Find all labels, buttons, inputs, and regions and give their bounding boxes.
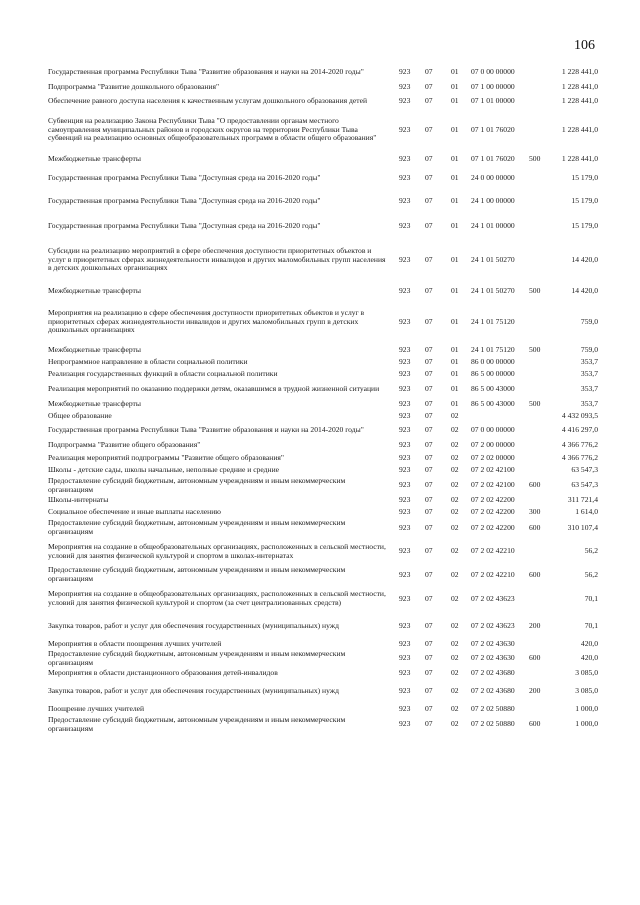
row-ministry-code: 923 — [399, 82, 411, 91]
row-ministry-code: 923 — [399, 286, 411, 295]
row-section-code: 07 — [425, 466, 433, 475]
row-target-article-code: 24 1 01 50270 — [471, 255, 515, 264]
row-ministry-code: 923 — [399, 196, 411, 205]
row-amount: 759,0 — [580, 345, 598, 354]
row-description: Предоставление субсидий бюджетным, автономным учреждениям и иным некоммерческим организациям — [48, 715, 346, 733]
row-target-article-code: 24 0 00 00000 — [471, 173, 515, 182]
row-ministry-code: 923 — [399, 508, 411, 517]
row-subsection-code: 02 — [451, 481, 459, 490]
row-description: Обеспечение равного доступа населения к качественным услугам дошкольного образования детей — [48, 97, 368, 106]
row-target-article-code: 07 2 02 43623 — [471, 594, 515, 603]
table-row — [48, 506, 616, 519]
row-subsection-code: 02 — [451, 654, 459, 663]
row-description: Реализация мероприятий по оказанию поддержки детям, оказавшимся в трудной жизненной ситуации — [48, 384, 380, 393]
row-description: Закупка товаров, работ и услуг для обеспечения государственных (муниципальных) нужд — [48, 621, 339, 630]
table-row — [48, 81, 616, 93]
table-row — [48, 214, 616, 238]
table-row — [48, 356, 616, 368]
row-section-code: 07 — [425, 570, 433, 579]
row-amount: 4 366 776,2 — [561, 453, 598, 462]
row-target-article-code: 07 2 02 42200 — [471, 508, 515, 517]
row-target-article-code: 07 2 02 42100 — [471, 481, 515, 490]
table-row — [48, 452, 616, 464]
row-section-code: 07 — [425, 426, 433, 435]
row-description: Мероприятия в области поощрения лучших учителей — [48, 639, 222, 648]
row-description: Субвенция на реализацию Закона Республики Тыва "О предоставлении органам местного самоуправления муниципальных районов и городских округов на территории Республики Тыва субвенций на реализацию основных общеобразовательных программ в области общего образования" — [48, 117, 377, 143]
row-section-code: 07 — [425, 453, 433, 462]
row-subsection-code: 01 — [451, 317, 459, 326]
row-amount: 3 085,0 — [575, 668, 598, 677]
row-target-article-code: 07 1 01 76020 — [471, 125, 515, 134]
row-section-code: 07 — [425, 668, 433, 677]
table-row — [48, 410, 616, 422]
table-row — [48, 667, 616, 679]
row-subsection-code: 01 — [451, 345, 459, 354]
row-expense-type-code: 600 — [529, 720, 541, 729]
row-description: Предоставление субсидий бюджетным, автономным учреждениям и иным некоммерческим организациям — [48, 649, 346, 667]
row-amount: 759,0 — [580, 317, 598, 326]
row-ministry-code: 923 — [399, 481, 411, 490]
row-expense-type-code: 600 — [529, 654, 541, 663]
row-subsection-code: 01 — [451, 357, 459, 366]
row-target-article-code: 07 2 02 42200 — [471, 495, 515, 504]
row-amount: 56,2 — [584, 570, 598, 579]
row-subsection-code: 01 — [451, 286, 459, 295]
row-amount: 1 000,0 — [575, 720, 598, 729]
row-amount: 420,0 — [580, 639, 598, 648]
table-row — [48, 93, 616, 110]
row-section-code: 07 — [425, 286, 433, 295]
row-amount: 1 614,0 — [575, 508, 598, 517]
row-subsection-code: 02 — [451, 639, 459, 648]
row-ministry-code: 923 — [399, 221, 411, 230]
row-subsection-code: 01 — [451, 384, 459, 393]
row-amount: 56,2 — [584, 547, 598, 556]
row-target-article-code: 07 0 00 00000 — [471, 426, 515, 435]
row-target-article-code: 07 2 00 00000 — [471, 441, 515, 450]
row-description: Школы-интернаты — [48, 495, 109, 504]
row-section-code: 07 — [425, 82, 433, 91]
row-amount: 310 107,4 — [567, 523, 598, 532]
table-row — [48, 380, 616, 398]
row-description: Государственная программа Республики Тыва "Развитие образования и науки на 2014-2020 годы" — [48, 68, 364, 77]
row-amount: 14 420,0 — [571, 286, 598, 295]
row-ministry-code: 923 — [399, 345, 411, 354]
table-row — [48, 150, 616, 168]
row-amount: 1 228 441,0 — [561, 154, 598, 163]
row-amount: 353,7 — [580, 357, 598, 366]
row-target-article-code: 07 2 02 43630 — [471, 654, 515, 663]
row-amount: 3 085,0 — [575, 686, 598, 695]
row-ministry-code: 923 — [399, 705, 411, 714]
table-row — [48, 566, 616, 584]
row-section-code: 07 — [425, 594, 433, 603]
row-section-code: 07 — [425, 68, 433, 77]
row-section-code: 07 — [425, 411, 433, 420]
row-target-article-code: 07 2 02 00000 — [471, 453, 515, 462]
row-amount: 4 366 776,2 — [561, 441, 598, 450]
row-subsection-code: 02 — [451, 466, 459, 475]
row-amount: 15 179,0 — [571, 173, 598, 182]
row-section-code: 07 — [425, 317, 433, 326]
table-row — [48, 188, 616, 214]
row-target-article-code: 24 1 01 00000 — [471, 221, 515, 230]
row-ministry-code: 923 — [399, 570, 411, 579]
row-ministry-code: 923 — [399, 547, 411, 556]
row-subsection-code: 01 — [451, 255, 459, 264]
row-ministry-code: 923 — [399, 466, 411, 475]
row-section-code: 07 — [425, 221, 433, 230]
row-subsection-code: 01 — [451, 399, 459, 408]
row-section-code: 07 — [425, 621, 433, 630]
row-amount: 63 547,3 — [571, 466, 598, 475]
row-target-article-code: 07 2 02 42200 — [471, 523, 515, 532]
row-amount: 4 432 093,5 — [561, 411, 598, 420]
row-section-code: 07 — [425, 345, 433, 354]
row-ministry-code: 923 — [399, 523, 411, 532]
row-target-article-code: 07 1 01 00000 — [471, 97, 515, 106]
row-subsection-code: 01 — [451, 369, 459, 378]
row-amount: 15 179,0 — [571, 196, 598, 205]
row-description: Межбюджетные трансферты — [48, 286, 141, 295]
row-amount: 1 228 441,0 — [561, 82, 598, 91]
table-row — [48, 537, 616, 566]
table-row — [48, 584, 616, 614]
row-description: Мероприятия на создание в общеобразовательных организациях, расположенных в сельской местности, условий для занятия физической культурой и спортом (за счет централизованных средств) — [48, 590, 386, 607]
table-row — [48, 300, 616, 344]
row-subsection-code: 02 — [451, 411, 459, 420]
row-section-code: 07 — [425, 508, 433, 517]
table-row — [48, 650, 616, 667]
row-ministry-code: 923 — [399, 668, 411, 677]
table-row — [48, 368, 616, 380]
page-number: 106 — [574, 38, 595, 53]
row-ministry-code: 923 — [399, 125, 411, 134]
row-description: Государственная программа Республики Тыва "Доступная среда на 2016-2020 годы" — [48, 196, 321, 205]
row-subsection-code: 02 — [451, 508, 459, 517]
row-subsection-code: 01 — [451, 221, 459, 230]
row-target-article-code: 86 5 00 43000 — [471, 384, 515, 393]
row-target-article-code: 07 2 02 42100 — [471, 466, 515, 475]
table-row — [48, 519, 616, 537]
table-row — [48, 238, 616, 282]
row-description: Предоставление субсидий бюджетным, автономным учреждениям и иным некоммерческим организациям — [48, 566, 346, 583]
row-target-article-code: 07 2 02 42210 — [471, 547, 515, 556]
row-amount: 1 228 441,0 — [561, 97, 598, 106]
row-description: Реализация государственных функций в области социальной политики — [48, 369, 278, 378]
row-description: Мероприятия на создание в общеобразовательных организациях, расположенных в сельской местности, условий для занятия физической культурой и спортом в школах-интернатах — [48, 542, 386, 560]
row-description: Школы - детские сады, школы начальные, неполные средние и средние — [48, 466, 280, 475]
row-ministry-code: 923 — [399, 495, 411, 504]
row-expense-type-code: 500 — [529, 286, 541, 295]
row-amount: 353,7 — [580, 384, 598, 393]
row-amount: 1 228 441,0 — [561, 125, 598, 134]
row-ministry-code: 923 — [399, 357, 411, 366]
row-ministry-code: 923 — [399, 154, 411, 163]
row-target-article-code: 24 1 00 00000 — [471, 196, 515, 205]
row-section-code: 07 — [425, 196, 433, 205]
table-row — [48, 439, 616, 452]
row-subsection-code: 02 — [451, 720, 459, 729]
row-amount: 14 420,0 — [571, 255, 598, 264]
row-section-code: 07 — [425, 125, 433, 134]
row-description: Закупка товаров, работ и услуг для обеспечения государственных (муниципальных) нужд — [48, 686, 339, 695]
row-amount: 1 228 441,0 — [561, 68, 598, 77]
row-expense-type-code: 600 — [529, 523, 541, 532]
row-ministry-code: 923 — [399, 384, 411, 393]
row-description: Предоставление субсидий бюджетным, автономным учреждениям и иным некоммерческим организациям — [48, 519, 346, 536]
row-subsection-code: 02 — [451, 686, 459, 695]
row-subsection-code: 01 — [451, 125, 459, 134]
row-section-code: 07 — [425, 154, 433, 163]
row-subsection-code: 01 — [451, 196, 459, 205]
row-description: Государственная программа Республики Тыва "Доступная среда на 2016-2020 годы" — [48, 221, 321, 230]
table-row — [48, 716, 616, 733]
row-section-code: 07 — [425, 369, 433, 378]
row-description: Государственная программа Республики Тыва "Развитие образования и науки на 2014-2020 годы" — [48, 426, 364, 435]
row-subsection-code: 02 — [451, 570, 459, 579]
row-ministry-code: 923 — [399, 639, 411, 648]
row-amount: 1 000,0 — [575, 705, 598, 714]
row-subsection-code: 01 — [451, 82, 459, 91]
row-description: Мероприятия на реализацию в сфере обеспечения доступности приоритетных объектов и услуг в приоритетных сферах жизнедеятельности инвалидов и других маломобильных групп в детских дошкольных организациях — [48, 309, 365, 335]
row-subsection-code: 02 — [451, 523, 459, 532]
row-amount: 420,0 — [580, 654, 598, 663]
row-section-code: 07 — [425, 384, 433, 393]
row-section-code: 07 — [425, 255, 433, 264]
row-expense-type-code: 500 — [529, 154, 541, 163]
row-subsection-code: 02 — [451, 495, 459, 504]
row-target-article-code: 07 2 02 50880 — [471, 720, 515, 729]
row-section-code: 07 — [425, 173, 433, 182]
row-ministry-code: 923 — [399, 441, 411, 450]
row-amount: 70,1 — [584, 594, 598, 603]
row-target-article-code: 07 2 02 43680 — [471, 668, 515, 677]
row-expense-type-code: 500 — [529, 399, 541, 408]
row-amount: 353,7 — [580, 369, 598, 378]
table-row — [48, 679, 616, 703]
row-expense-type-code: 600 — [529, 570, 541, 579]
row-ministry-code: 923 — [399, 411, 411, 420]
row-subsection-code: 01 — [451, 68, 459, 77]
row-ministry-code: 923 — [399, 97, 411, 106]
row-ministry-code: 923 — [399, 621, 411, 630]
row-section-code: 07 — [425, 441, 433, 450]
table-row — [48, 168, 616, 188]
row-target-article-code: 07 0 00 00000 — [471, 68, 515, 77]
row-target-article-code: 86 5 00 00000 — [471, 369, 515, 378]
row-description: Межбюджетные трансферты — [48, 154, 141, 163]
row-ministry-code: 923 — [399, 426, 411, 435]
row-description: Субсидии на реализацию мероприятий в сфере обеспечения доступности приоритетных объектов и услуг в приоритетных сферах жизнедеятельности инвалидов и других маломобильных групп населения в детских дошкольных организациях — [48, 247, 386, 273]
row-section-code: 07 — [425, 481, 433, 490]
table-row — [48, 344, 616, 356]
row-amount: 70,1 — [584, 621, 598, 630]
row-section-code: 07 — [425, 357, 433, 366]
row-target-article-code: 07 2 02 43630 — [471, 639, 515, 648]
row-amount: 311 721,4 — [567, 495, 598, 504]
row-section-code: 07 — [425, 399, 433, 408]
table-row — [48, 638, 616, 650]
table-row — [48, 703, 616, 716]
row-ministry-code: 923 — [399, 686, 411, 695]
row-subsection-code: 01 — [451, 173, 459, 182]
row-description: Подпрограмма "Развитие дошкольного образования" — [48, 82, 220, 91]
table-row — [48, 110, 616, 150]
row-description: Реализация мероприятий подпрограммы "Развитие общего образования" — [48, 453, 285, 462]
table-row — [48, 494, 616, 506]
row-ministry-code: 923 — [399, 720, 411, 729]
row-section-code: 07 — [425, 720, 433, 729]
row-subsection-code: 02 — [451, 621, 459, 630]
row-section-code: 07 — [425, 97, 433, 106]
row-subsection-code: 02 — [451, 453, 459, 462]
row-subsection-code: 01 — [451, 154, 459, 163]
row-amount: 4 416 297,0 — [561, 426, 598, 435]
row-subsection-code: 02 — [451, 441, 459, 450]
row-target-article-code: 07 1 00 00000 — [471, 82, 515, 91]
row-expense-type-code: 200 — [529, 686, 541, 695]
row-target-article-code: 07 2 02 43680 — [471, 686, 515, 695]
table-row — [48, 282, 616, 300]
row-ministry-code: 923 — [399, 453, 411, 462]
row-description: Поощрение лучших учителей — [48, 705, 145, 714]
table-row — [48, 464, 616, 477]
row-target-article-code: 07 2 02 50880 — [471, 705, 515, 714]
row-ministry-code: 923 — [399, 173, 411, 182]
budget-table — [48, 64, 616, 733]
row-description: Мероприятия в области дистанционного образования детей-инвалидов — [48, 668, 278, 677]
row-section-code: 07 — [425, 495, 433, 504]
row-description: Подпрограмма "Развитие общего образования" — [48, 441, 201, 450]
table-row — [48, 477, 616, 494]
row-ministry-code: 923 — [399, 317, 411, 326]
row-subsection-code: 01 — [451, 97, 459, 106]
row-section-code: 07 — [425, 686, 433, 695]
row-amount: 63 547,3 — [571, 481, 598, 490]
table-row — [48, 64, 616, 81]
row-amount: 15 179,0 — [571, 221, 598, 230]
row-target-article-code: 07 2 02 43623 — [471, 621, 515, 630]
row-description: Общее образование — [48, 411, 112, 420]
row-target-article-code: 24 1 01 50270 — [471, 286, 515, 295]
row-subsection-code: 02 — [451, 426, 459, 435]
row-description: Непрограммное направление в области социальной политики — [48, 357, 248, 366]
row-expense-type-code: 600 — [529, 481, 541, 490]
row-target-article-code: 24 1 01 75120 — [471, 317, 515, 326]
row-subsection-code: 02 — [451, 705, 459, 714]
row-subsection-code: 02 — [451, 668, 459, 677]
row-subsection-code: 02 — [451, 594, 459, 603]
row-ministry-code: 923 — [399, 68, 411, 77]
row-ministry-code: 923 — [399, 369, 411, 378]
row-target-article-code: 24 1 01 75120 — [471, 345, 515, 354]
row-ministry-code: 923 — [399, 654, 411, 663]
row-section-code: 07 — [425, 547, 433, 556]
row-expense-type-code: 200 — [529, 621, 541, 630]
row-expense-type-code: 500 — [529, 345, 541, 354]
row-amount: 353,7 — [580, 399, 598, 408]
row-expense-type-code: 300 — [529, 508, 541, 517]
row-description: Государственная программа Республики Тыва "Доступная среда на 2016-2020 годы" — [48, 173, 321, 182]
row-target-article-code: 86 0 00 00000 — [471, 357, 515, 366]
row-ministry-code: 923 — [399, 399, 411, 408]
row-ministry-code: 923 — [399, 594, 411, 603]
row-description: Предоставление субсидий бюджетным, автономным учреждениям и иным некоммерческим организациям — [48, 476, 346, 494]
row-section-code: 07 — [425, 654, 433, 663]
row-target-article-code: 07 1 01 76020 — [471, 154, 515, 163]
row-description: Межбюджетные трансферты — [48, 399, 141, 408]
row-section-code: 07 — [425, 639, 433, 648]
table-row — [48, 614, 616, 638]
row-ministry-code: 923 — [399, 255, 411, 264]
table-row — [48, 422, 616, 439]
row-subsection-code: 02 — [451, 547, 459, 556]
row-section-code: 07 — [425, 523, 433, 532]
row-description: Социальное обеспечение и иные выплаты населению — [48, 508, 221, 517]
row-target-article-code: 86 5 00 43000 — [471, 399, 515, 408]
table-row — [48, 398, 616, 410]
row-target-article-code: 07 2 02 42210 — [471, 570, 515, 579]
row-section-code: 07 — [425, 705, 433, 714]
row-description: Межбюджетные трансферты — [48, 345, 141, 354]
